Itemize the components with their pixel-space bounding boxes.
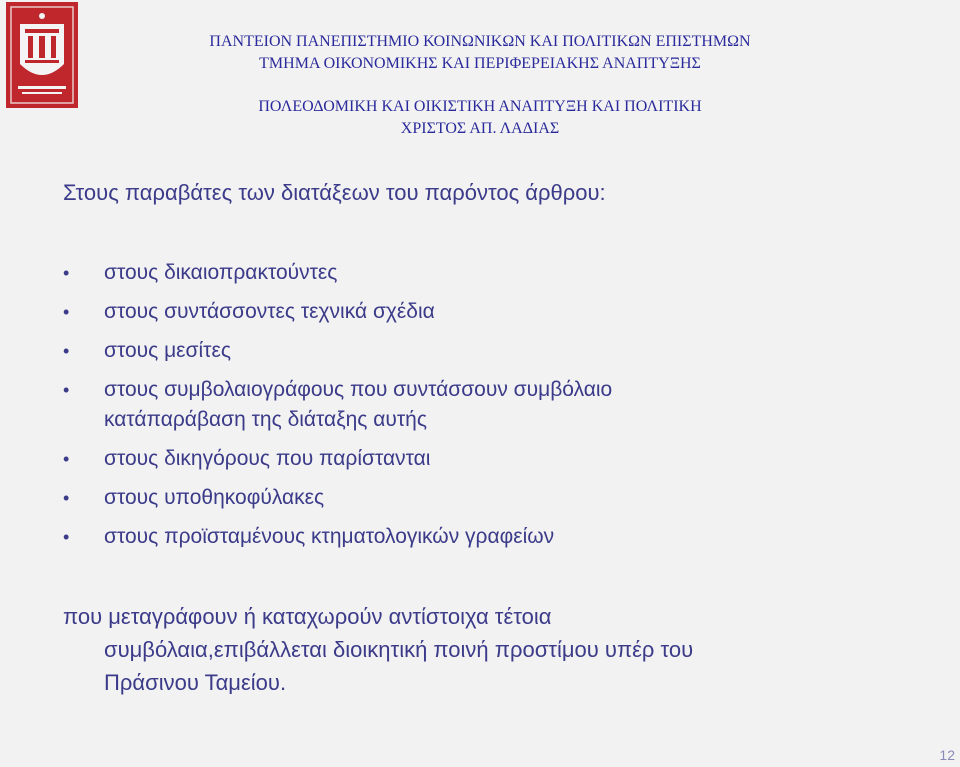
course-title: ΠΟΛΕΟΔΟΜΙΚΗ ΚΑΙ ΟΙΚΙΣΤΙΚΗ ΑΝΑΠΤΥΞΗ ΚΑΙ ΠΟΛΙΤΙΚΗ (258, 98, 702, 115)
closing-paragraph: που μεταγράφουν ή καταχωρούν αντίστοιχα τέτοια συμβόλαια,επιβάλλεται διοικητική ποινή προστίμου υπέρ του Πράσινου Ταμείου. (63, 604, 694, 695)
university-name: ΠΑΝΤΕΙΟΝ ΠΑΝΕΠΙΣΤΗΜΙΟ ΚΟΙΝΩΝΙΚΩΝ ΚΑΙ ΠΟΛΙΤΙΚΩΝ ΕΠΙΣΤΗΜΩΝ (209, 33, 751, 50)
course-header (150, 96, 810, 140)
bullet-icon: • (63, 263, 70, 283)
bullet-icon: • (63, 527, 70, 547)
bullet-list (63, 258, 923, 561)
list-item: • στους συμβολαιογράφους που συντάσσουν συμβόλαιο κατάπαράβαση της διάταξης αυτής (63, 375, 923, 435)
bullet-icon: • (63, 341, 70, 361)
page-number: 12 (939, 747, 955, 763)
list-item: • στους προϊσταμένους κτηματολογικών γραφείων (63, 522, 923, 552)
department-name: ΤΜΗΜΑ ΟΙΚΟΝΟΜΙΚΗΣ ΚΑΙ ΠΕΡΙΦΕΡΕΙΑΚΗΣ ΑΝΑΠΤΥΞΗΣ (259, 55, 701, 72)
bullet-icon: • (63, 449, 70, 469)
list-item: • στους μεσίτες (63, 336, 923, 366)
bullet-icon: • (63, 380, 70, 400)
university-crest-icon (6, 2, 78, 108)
slide-heading: Στους παραβάτες των διατάξεων του παρόντος άρθρου: (63, 180, 606, 205)
institution-header (150, 31, 810, 75)
bullet-icon: • (63, 488, 70, 508)
list-item: • στους συντάσσοντες τεχνικά σχέδια (63, 297, 923, 327)
list-item: • στους δικαιοπρακτούντες (63, 258, 923, 288)
list-item: • στους υποθηκοφύλακες (63, 483, 923, 513)
author-name: ΧΡΙΣΤΟΣ ΑΠ. ΛΑΔΙΑΣ (400, 120, 560, 137)
list-item: • στους δικηγόρους που παρίστανται (63, 444, 923, 474)
bullet-icon: • (63, 302, 70, 322)
